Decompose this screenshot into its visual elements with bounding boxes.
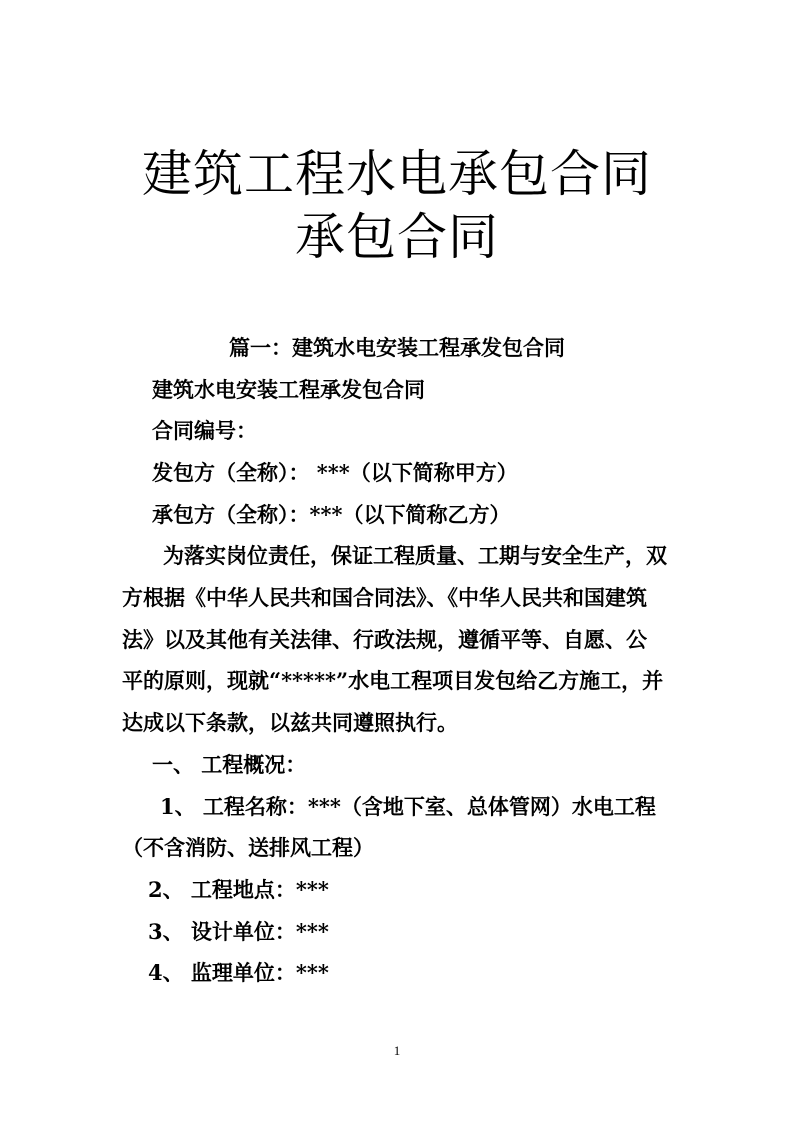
section-heading: 篇一：建筑水电安装工程承发包合同 xyxy=(229,335,565,360)
paragraph-line-5: 达成以下条款，以兹共同遵照执行。 xyxy=(122,710,458,735)
item-2: 2、 工程地点：*** xyxy=(148,877,329,902)
item-heading: 一、 工程概况： xyxy=(152,752,307,777)
party-b-line: 承包方（全称）：***（以下简称乙方） xyxy=(152,502,511,527)
party-a-line: 发包方（全称）： ***（以下简称甲方） xyxy=(152,460,518,485)
document-title: 建筑工程水电承包合同 xyxy=(142,145,652,203)
page-number: 1 xyxy=(393,1043,401,1058)
item-1-line-1: 1、 工程名称：***（含地下室、总体管网）水电工程 xyxy=(160,794,656,819)
paragraph-line-2: 方根据《中华人民共和国合同法》、《中华人民共和国建筑 xyxy=(122,585,647,610)
item-4: 4、 监理单位：*** xyxy=(148,960,329,985)
item-3: 3、 设计单位：*** xyxy=(148,919,329,944)
subtitle: 建筑水电安装工程承发包合同 xyxy=(152,377,425,402)
document-title-line2: 承包合同 xyxy=(295,208,499,266)
contract-number-label: 合同编号： xyxy=(152,418,257,443)
item-1-line-2: （不含消防、送排风工程） xyxy=(122,835,374,860)
paragraph-line-1: 为落实岗位责任，保证工程质量、工期与安全生产，双 xyxy=(163,543,667,568)
paragraph-line-4: 平的原则，现就“*****”水电工程项目发包给乙方施工，并 xyxy=(122,668,664,693)
paragraph-line-3: 法》以及其他有关法律、行政法规，遵循平等、自愿、公 xyxy=(122,627,647,652)
